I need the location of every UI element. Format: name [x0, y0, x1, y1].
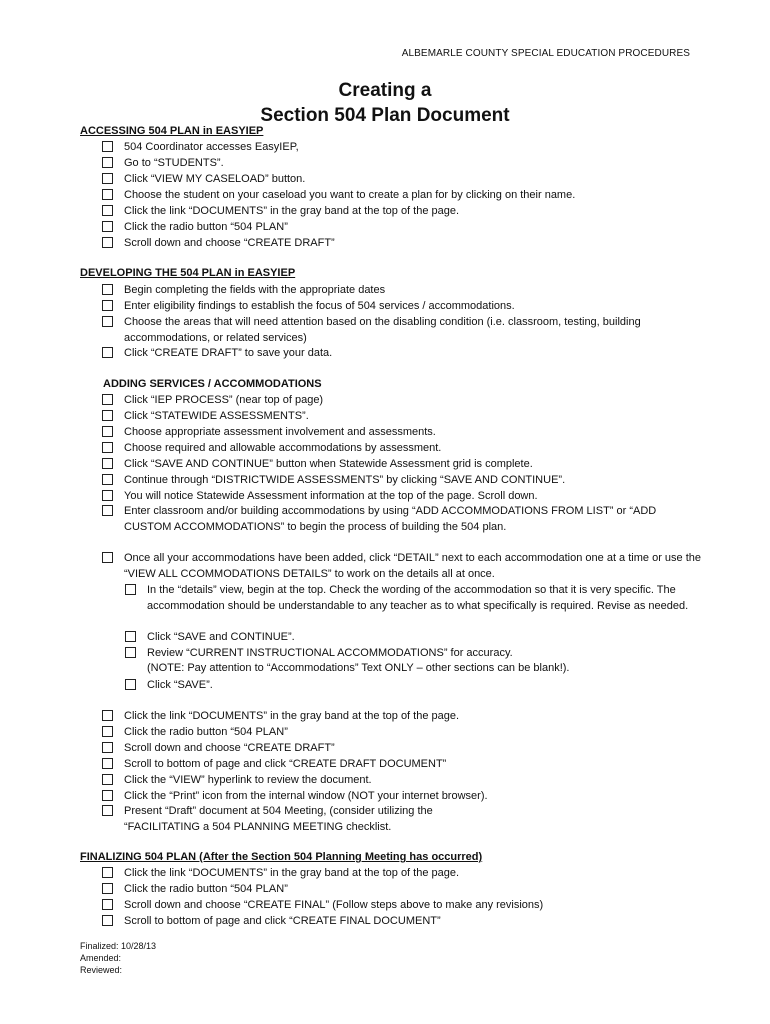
checkbox[interactable] [125, 584, 136, 595]
checklist-item: Click the radio button “504 PLAN” [102, 882, 702, 898]
checkbox[interactable] [102, 300, 113, 311]
checkbox[interactable] [102, 710, 113, 721]
checkbox[interactable] [125, 679, 136, 690]
checkbox[interactable] [102, 426, 113, 437]
checkbox[interactable] [102, 442, 113, 453]
subsection-heading-adding: ADDING SERVICES / ACCOMMODATIONS [103, 378, 322, 390]
checkbox[interactable] [102, 867, 113, 878]
checklist-item: Click “CREATE DRAFT” to save your data. [102, 346, 702, 362]
checkbox[interactable] [102, 141, 113, 152]
checkbox[interactable] [102, 189, 113, 200]
section-heading-accessing: ACCESSING 504 PLAN in EASYIEP [80, 125, 264, 137]
checklist-item: Enter classroom and/or building accommodations by using “ADD ACCOMMODATIONS FROM LIST” or “ADD CUSTOM ACCOMMODATIONS” to begin the process of building the 504 plan. [102, 504, 702, 535]
checklist-item: Click the link “DOCUMENTS” in the gray band at the top of the page. [102, 866, 702, 882]
checkbox[interactable] [102, 758, 113, 769]
checklist-item: Choose required and allowable accommodations by assessment. [102, 441, 702, 457]
checklist-item: Scroll down and choose “CREATE DRAFT” [102, 741, 702, 757]
checkbox[interactable] [102, 774, 113, 785]
checkbox[interactable] [102, 284, 113, 295]
checklist-item: Click the link “DOCUMENTS” in the gray band at the top of the page. [102, 204, 702, 220]
amended-date: Amended: [80, 953, 122, 963]
finalized-date: Finalized: 10/28/13 [80, 941, 157, 951]
reviewed-date: Reviewed: [80, 965, 123, 975]
checkbox[interactable] [102, 221, 113, 232]
checkbox[interactable] [102, 173, 113, 184]
checklist-item: Present “Draft” document at 504 Meeting, (consider utilizing the “FACILITATING a 504 PLANNING MEETING checklist. [102, 804, 462, 835]
checklist-subitem: Click “SAVE”. [125, 678, 695, 694]
checklist-item: Once all your accommodations have been added, click “DETAIL” next to each accommodation one at a time or use the “VIEW ALL CCOMMODATIONS DETAILS” to work on the details all at once. [102, 551, 702, 582]
checklist-item: Choose appropriate assessment involvement and assessments. [102, 425, 702, 441]
document-footer [80, 940, 156, 976]
checklist-item: Begin completing the fields with the appropriate dates [102, 283, 702, 299]
checkbox[interactable] [102, 157, 113, 168]
checkbox[interactable] [102, 805, 113, 816]
checkbox[interactable] [102, 347, 113, 358]
checklist-subitem: Review “CURRENT INSTRUCTIONAL ACCOMMODATIONS” for accuracy. [125, 646, 695, 662]
checklist-item: Scroll down and choose “CREATE FINAL” (Follow steps above to make any revisions) [102, 898, 702, 914]
checkbox[interactable] [102, 899, 113, 910]
checkbox[interactable] [102, 458, 113, 469]
checklist-item: Click the radio button “504 PLAN” [102, 220, 702, 236]
section-heading-finalizing: FINALIZING 504 PLAN (After the Section 504 Planning Meeting has occurred) [80, 851, 483, 863]
checklist-item: You will notice Statewide Assessment information at the top of the page. Scroll down. [102, 489, 702, 505]
checklist-item: Click “SAVE AND CONTINUE” button when Statewide Assessment grid is complete. [102, 457, 702, 473]
checklist-item: Scroll to bottom of page and click “CREATE FINAL DOCUMENT” [102, 914, 702, 930]
checklist-item: Click the link “DOCUMENTS” in the gray band at the top of the page. [102, 709, 702, 725]
checkbox[interactable] [102, 915, 113, 926]
checkbox[interactable] [102, 237, 113, 248]
checklist-item: Continue through “DISTRICTWIDE ASSESSMENTS” by clicking “SAVE AND CONTINUE”. [102, 473, 702, 489]
checklist-subitem: Click “SAVE and CONTINUE”. [125, 630, 695, 646]
checkbox[interactable] [102, 316, 113, 327]
checkbox[interactable] [102, 552, 113, 563]
checklist-item: Enter eligibility findings to establish the focus of 504 services / accommodations. [102, 299, 702, 315]
checklist-item: Click the “VIEW” hyperlink to review the document. [102, 773, 702, 789]
checklist-item: Click “IEP PROCESS” (near top of page) [102, 393, 702, 409]
checklist-item: Go to “STUDENTS”. [102, 156, 702, 172]
checkbox[interactable] [102, 883, 113, 894]
checkbox[interactable] [102, 474, 113, 485]
checklist-subitem: In the “details” view, begin at the top. Check the wording of the accommodation so that it is very specific. The accommodation should be understandable to any teacher as to what specifically is required. Revise as needed. [125, 583, 695, 614]
checkbox[interactable] [125, 631, 136, 642]
checklist-item: Choose the student on your caseload you want to create a plan for by clicking on their name. [102, 188, 702, 204]
checkbox[interactable] [102, 410, 113, 421]
checkbox[interactable] [102, 790, 113, 801]
checklist-item: Click the “Print” icon from the internal window (NOT your internet browser). [102, 789, 702, 805]
checklist-item: Choose the areas that will need attention based on the disabling condition (i.e. classroom, testing, building accommodations, or related services) [102, 315, 702, 346]
checklist-item: Click the radio button “504 PLAN” [102, 725, 702, 741]
checkbox[interactable] [102, 490, 113, 501]
note-text: (NOTE: Pay attention to “Accommodations” Text ONLY – other sections can be blank!). [147, 662, 570, 674]
section-heading-developing: DEVELOPING THE 504 PLAN in EASYIEP [80, 267, 296, 279]
checkbox[interactable] [102, 205, 113, 216]
checklist-item: Scroll down and choose “CREATE DRAFT” [102, 236, 702, 252]
document-title [0, 78, 770, 128]
checkbox[interactable] [102, 505, 113, 516]
title-line-2: Section 504 Plan Document [260, 105, 510, 126]
checkbox[interactable] [102, 742, 113, 753]
checkbox[interactable] [102, 394, 113, 405]
checklist-item: Click “STATEWIDE ASSESSMENTS”. [102, 409, 702, 425]
checkbox[interactable] [125, 647, 136, 658]
checklist-item: Click “VIEW MY CASELOAD” button. [102, 172, 702, 188]
title-line-1: Creating a [338, 80, 432, 101]
checkbox[interactable] [102, 726, 113, 737]
checklist-item: Scroll to bottom of page and click “CREATE DRAFT DOCUMENT” [102, 757, 702, 773]
page-header: ALBEMARLE COUNTY SPECIAL EDUCATION PROCEDURES [401, 48, 690, 59]
checklist-item: 504 Coordinator accesses EasyIEP, [102, 140, 702, 156]
